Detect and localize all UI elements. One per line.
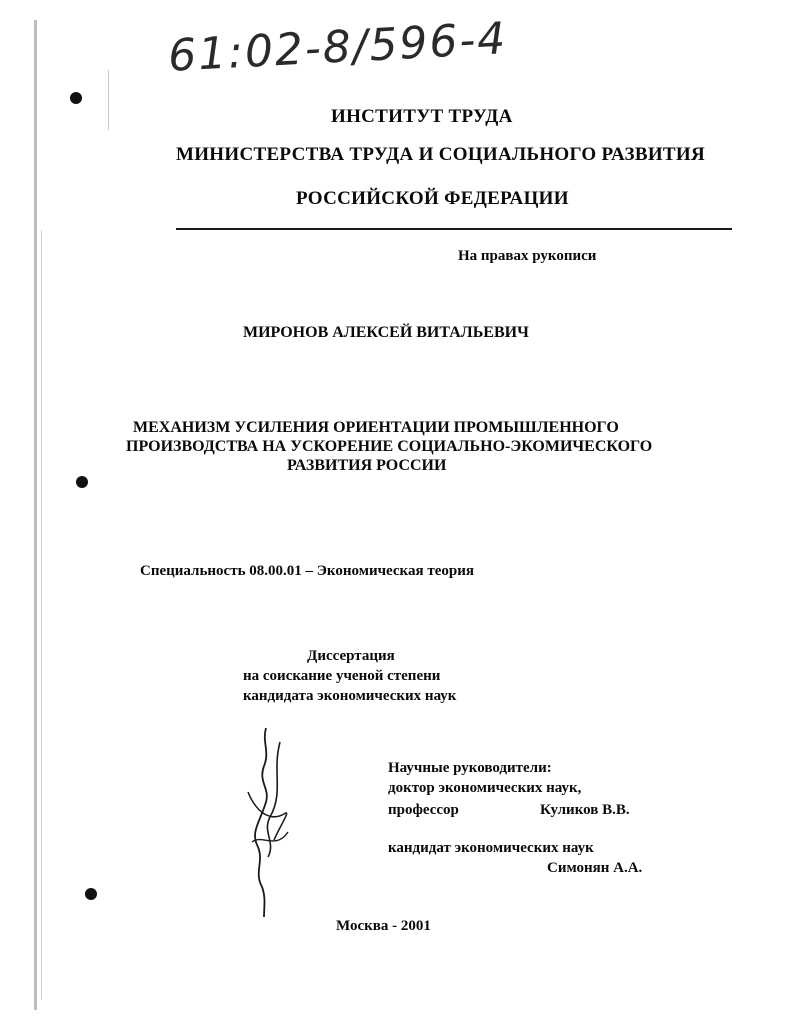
thesis-title-line-3: РАЗВИТИЯ РОССИИ	[287, 457, 447, 474]
supervisor-2-degree: кандидат экономических наук	[388, 840, 594, 856]
degree-line: на соискание ученой степени	[243, 668, 441, 684]
supervisors-heading: Научные руководители:	[388, 760, 552, 776]
manuscript-rights: На правах рукописи	[458, 248, 597, 264]
punch-hole-middle	[76, 476, 88, 488]
supervisor-1-name: Куликов В.В.	[540, 802, 630, 818]
signature	[240, 722, 300, 922]
header-divider	[176, 228, 732, 230]
supervisor-1-degree: доктор экономических наук,	[388, 780, 582, 796]
archive-code-handwritten: 61:02-8/596-4	[166, 13, 509, 82]
specialty: Специальность 08.00.01 – Экономическая теория	[140, 563, 474, 579]
supervisor-2-name: Симонян А.А.	[547, 860, 643, 876]
thesis-title-line-2: ПРОИЗВОДСТВА НА УСКОРЕНИЕ СОЦИАЛЬНО-ЭКОМИЧЕСКОГО	[126, 438, 653, 455]
supervisor-1-rank: профессор	[388, 802, 459, 818]
ministry-name: МИНИСТЕРСТВА ТРУДА И СОЦИАЛЬНОГО РАЗВИТИЯ	[176, 144, 705, 165]
scan-edge-shadow	[34, 20, 37, 1010]
thesis-title-line-1: МЕХАНИЗМ УСИЛЕНИЯ ОРИЕНТАЦИИ ПРОМЫШЛЕННОГО	[133, 419, 619, 436]
city-year: Москва - 2001	[336, 918, 431, 934]
punch-hole-top	[70, 92, 82, 104]
federation-name: РОССИЙСКОЙ ФЕДЕРАЦИИ	[296, 188, 569, 209]
degree-field: кандидата экономических наук	[243, 688, 457, 704]
dissertation-label: Диссертация	[307, 648, 395, 664]
scan-edge-line	[41, 230, 42, 1000]
punch-hole-bottom	[85, 888, 97, 900]
institute-name: ИНСТИТУТ ТРУДА	[331, 106, 513, 127]
author-name: МИРОНОВ АЛЕКСЕЙ ВИТАЛЬЕВИЧ	[243, 324, 529, 341]
scan-artifact-line	[108, 70, 109, 130]
